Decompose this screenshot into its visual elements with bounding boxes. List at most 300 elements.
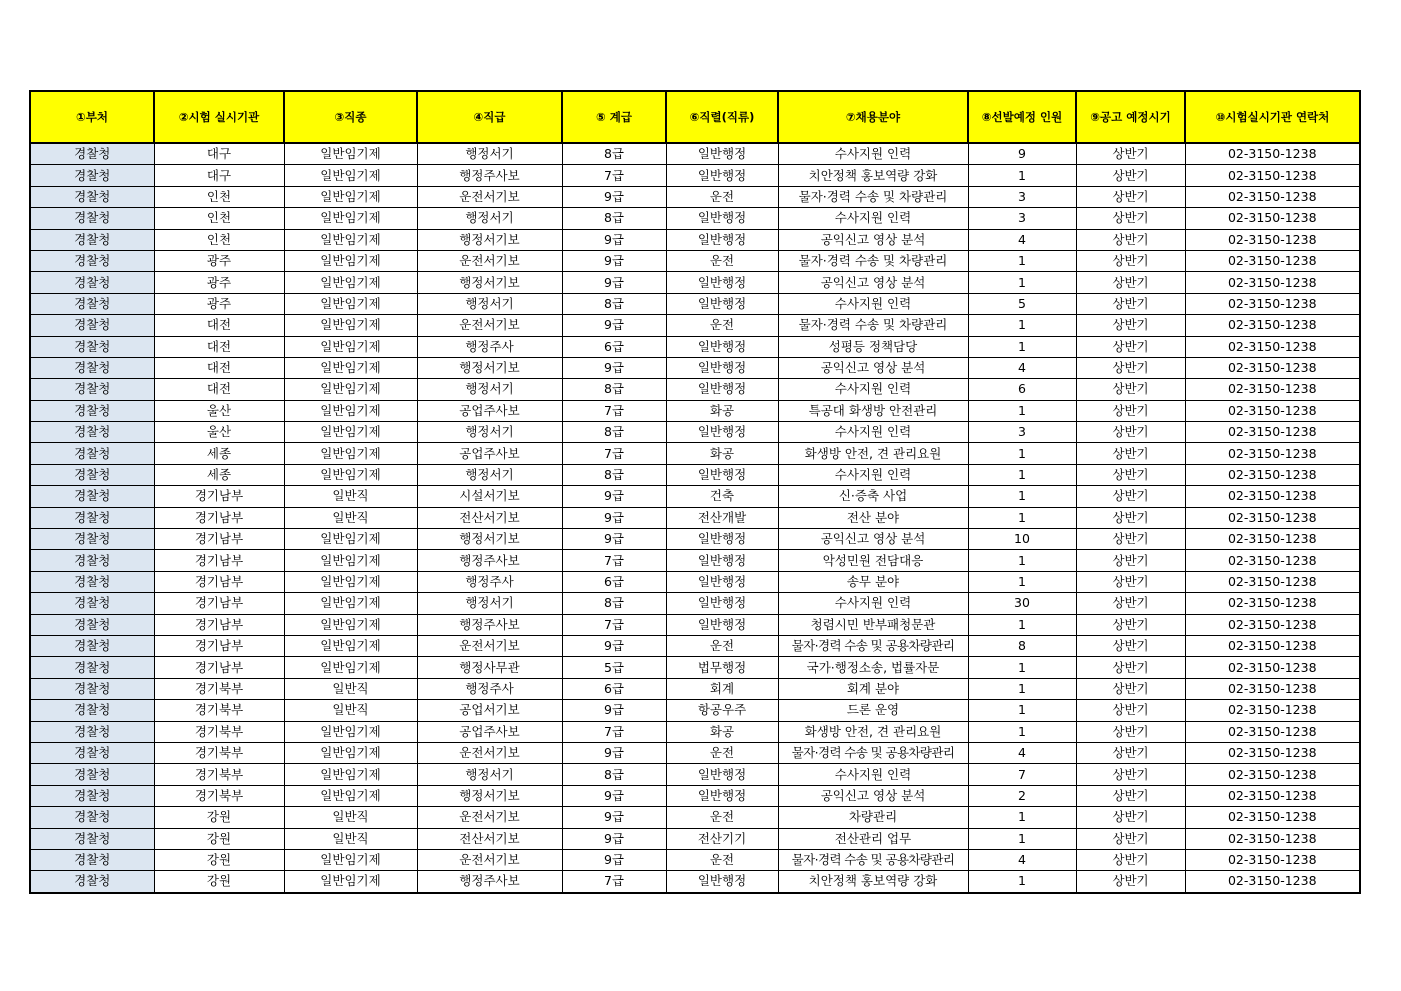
job-series-cell: 일반행정: [666, 571, 778, 592]
announcement-cell: 상반기: [1076, 293, 1185, 314]
headcount-cell: 2: [968, 785, 1076, 806]
job-type-cell: 일반임기제: [284, 550, 417, 571]
job-series-cell: 일반행정: [666, 464, 778, 485]
table-row: [30, 764, 1360, 785]
job-type-cell: 일반임기제: [284, 635, 417, 656]
position-cell: 행정서기: [417, 143, 562, 165]
announcement-cell: 상반기: [1076, 678, 1185, 699]
field-cell: 특공대 화생방 안전관리: [778, 400, 968, 421]
job-type-cell: 일반임기제: [284, 208, 417, 229]
grade-cell: 7급: [562, 400, 666, 421]
headcount-cell: 1: [968, 443, 1076, 464]
field-cell: 물자·경력 수송 및 공용차량관리: [778, 635, 968, 656]
field-cell: 공익신고 영상 분석: [778, 357, 968, 378]
department-cell: 경찰청: [30, 742, 154, 763]
field-cell: 화생방 안전, 견 관리요원: [778, 721, 968, 742]
position-cell: 전산서기보: [417, 507, 562, 528]
field-cell: 수사지원 인력: [778, 208, 968, 229]
exam-agency-cell: 경기북부: [154, 700, 284, 721]
department-cell: 경찰청: [30, 700, 154, 721]
grade-cell: 8급: [562, 143, 666, 165]
field-cell: 공익신고 영상 분석: [778, 785, 968, 806]
grade-cell: 7급: [562, 443, 666, 464]
announcement-cell: 상반기: [1076, 742, 1185, 763]
table-row: [30, 143, 1360, 165]
grade-cell: 9급: [562, 186, 666, 207]
field-cell: 성평등 정책담당: [778, 336, 968, 357]
announcement-cell: 상반기: [1076, 507, 1185, 528]
exam-agency-cell: 세종: [154, 443, 284, 464]
position-cell: 행정서기보: [417, 529, 562, 550]
exam-agency-cell: 강원: [154, 849, 284, 870]
grade-cell: 9급: [562, 357, 666, 378]
announcement-cell: 상반기: [1076, 764, 1185, 785]
field-cell: 회계 분야: [778, 678, 968, 699]
table-row: [30, 828, 1360, 849]
exam-agency-cell: 강원: [154, 807, 284, 828]
department-cell: 경찰청: [30, 678, 154, 699]
announcement-cell: 상반기: [1076, 272, 1185, 293]
table-row: [30, 422, 1360, 443]
grade-cell: 7급: [562, 550, 666, 571]
job-type-cell: 일반임기제: [284, 785, 417, 806]
grade-cell: 6급: [562, 678, 666, 699]
headcount-cell: 1: [968, 400, 1076, 421]
department-cell: 경찰청: [30, 443, 154, 464]
exam-agency-cell: 대전: [154, 315, 284, 336]
department-cell: 경찰청: [30, 272, 154, 293]
headcount-cell: 1: [968, 272, 1076, 293]
department-cell: 경찰청: [30, 657, 154, 678]
job-type-cell: 일반직: [284, 828, 417, 849]
position-cell: 운전서기보: [417, 807, 562, 828]
headcount-cell: 4: [968, 229, 1076, 250]
job-series-cell: 일반행정: [666, 550, 778, 571]
grade-cell: 5급: [562, 657, 666, 678]
contact-cell: 02-3150-1238: [1185, 208, 1360, 229]
contact-cell: 02-3150-1238: [1185, 507, 1360, 528]
field-cell: 물자·경력 수송 및 차량관리: [778, 250, 968, 271]
job-series-cell: 일반행정: [666, 165, 778, 186]
job-type-cell: 일반직: [284, 486, 417, 507]
department-cell: 경찰청: [30, 186, 154, 207]
announcement-cell: 상반기: [1076, 315, 1185, 336]
department-cell: 경찰청: [30, 764, 154, 785]
job-type-cell: 일반직: [284, 507, 417, 528]
job-type-cell: 일반직: [284, 678, 417, 699]
position-cell: 운전서기보: [417, 742, 562, 763]
job-type-cell: 일반임기제: [284, 422, 417, 443]
headcount-cell: 1: [968, 678, 1076, 699]
job-type-cell: 일반임기제: [284, 742, 417, 763]
job-type-cell: 일반임기제: [284, 764, 417, 785]
department-cell: 경찰청: [30, 614, 154, 635]
position-cell: 시설서기보: [417, 486, 562, 507]
headcount-cell: 1: [968, 486, 1076, 507]
job-type-cell: 일반임기제: [284, 849, 417, 870]
job-type-cell: 일반임기제: [284, 229, 417, 250]
field-cell: 물자·경력 수송 및 공용차량관리: [778, 742, 968, 763]
job-series-cell: 일반행정: [666, 871, 778, 893]
exam-agency-cell: 경기남부: [154, 529, 284, 550]
headcount-cell: 30: [968, 593, 1076, 614]
exam-agency-cell: 인천: [154, 229, 284, 250]
grade-cell: 9급: [562, 700, 666, 721]
announcement-cell: 상반기: [1076, 700, 1185, 721]
department-cell: 경찰청: [30, 336, 154, 357]
contact-cell: 02-3150-1238: [1185, 571, 1360, 592]
field-cell: 송무 분야: [778, 571, 968, 592]
announcement-cell: 상반기: [1076, 143, 1185, 165]
exam-agency-cell: 강원: [154, 871, 284, 893]
department-cell: 경찰청: [30, 529, 154, 550]
table-row: [30, 379, 1360, 400]
position-cell: 공업주사보: [417, 443, 562, 464]
grade-cell: 9급: [562, 250, 666, 271]
contact-cell: 02-3150-1238: [1185, 229, 1360, 250]
position-cell: 행정주사보: [417, 550, 562, 571]
table-row: [30, 208, 1360, 229]
exam-agency-cell: 인천: [154, 208, 284, 229]
exam-agency-cell: 대구: [154, 165, 284, 186]
job-series-cell: 일반행정: [666, 272, 778, 293]
position-cell: 운전서기보: [417, 315, 562, 336]
exam-agency-cell: 광주: [154, 250, 284, 271]
table-row: [30, 507, 1360, 528]
headcount-cell: 8: [968, 635, 1076, 656]
headcount-cell: 10: [968, 529, 1076, 550]
headcount-cell: 1: [968, 507, 1076, 528]
contact-cell: 02-3150-1238: [1185, 550, 1360, 571]
header-cell-field: ⑦채용분야: [778, 91, 968, 143]
grade-cell: 8급: [562, 208, 666, 229]
field-cell: 전산관리 업무: [778, 828, 968, 849]
contact-cell: 02-3150-1238: [1185, 700, 1360, 721]
grade-cell: 9급: [562, 486, 666, 507]
header-cell-job-type: ③직종: [284, 91, 417, 143]
position-cell: 행정사무관: [417, 657, 562, 678]
job-series-cell: 운전: [666, 635, 778, 656]
announcement-cell: 상반기: [1076, 400, 1185, 421]
job-type-cell: 일반임기제: [284, 143, 417, 165]
announcement-cell: 상반기: [1076, 357, 1185, 378]
department-cell: 경찰청: [30, 400, 154, 421]
job-type-cell: 일반임기제: [284, 871, 417, 893]
grade-cell: 7급: [562, 614, 666, 635]
table-row: [30, 700, 1360, 721]
table-row: [30, 807, 1360, 828]
header-cell-contact: ⑩시험실시기관 연락처: [1185, 91, 1360, 143]
grade-cell: 9급: [562, 315, 666, 336]
field-cell: 수사지원 인력: [778, 593, 968, 614]
job-type-cell: 일반임기제: [284, 571, 417, 592]
grade-cell: 7급: [562, 871, 666, 893]
position-cell: 운전서기보: [417, 186, 562, 207]
headcount-cell: 1: [968, 165, 1076, 186]
table-row: [30, 614, 1360, 635]
announcement-cell: 상반기: [1076, 849, 1185, 870]
grade-cell: 8급: [562, 764, 666, 785]
headcount-cell: 9: [968, 143, 1076, 165]
headcount-cell: 1: [968, 807, 1076, 828]
exam-agency-cell: 대전: [154, 336, 284, 357]
position-cell: 운전서기보: [417, 250, 562, 271]
grade-cell: 8급: [562, 379, 666, 400]
exam-agency-cell: 광주: [154, 293, 284, 314]
exam-agency-cell: 대전: [154, 357, 284, 378]
contact-cell: 02-3150-1238: [1185, 849, 1360, 870]
table-row: [30, 785, 1360, 806]
position-cell: 행정주사: [417, 678, 562, 699]
job-series-cell: 일반행정: [666, 336, 778, 357]
table-body: [30, 143, 1360, 893]
department-cell: 경찰청: [30, 507, 154, 528]
grade-cell: 9급: [562, 272, 666, 293]
job-series-cell: 일반행정: [666, 229, 778, 250]
field-cell: 치안정책 홍보역량 강화: [778, 871, 968, 893]
table-row: [30, 571, 1360, 592]
headcount-cell: 4: [968, 849, 1076, 870]
exam-agency-cell: 대전: [154, 379, 284, 400]
announcement-cell: 상반기: [1076, 336, 1185, 357]
department-cell: 경찰청: [30, 593, 154, 614]
contact-cell: 02-3150-1238: [1185, 721, 1360, 742]
job-series-cell: 일반행정: [666, 614, 778, 635]
position-cell: 행정서기: [417, 422, 562, 443]
grade-cell: 6급: [562, 571, 666, 592]
department-cell: 경찰청: [30, 229, 154, 250]
exam-agency-cell: 경기남부: [154, 507, 284, 528]
headcount-cell: 3: [968, 422, 1076, 443]
announcement-cell: 상반기: [1076, 571, 1185, 592]
contact-cell: 02-3150-1238: [1185, 529, 1360, 550]
exam-agency-cell: 경기북부: [154, 678, 284, 699]
announcement-cell: 상반기: [1076, 186, 1185, 207]
table-row: [30, 400, 1360, 421]
headcount-cell: 4: [968, 357, 1076, 378]
job-type-cell: 일반임기제: [284, 357, 417, 378]
job-type-cell: 일반임기제: [284, 272, 417, 293]
contact-cell: 02-3150-1238: [1185, 464, 1360, 485]
job-type-cell: 일반임기제: [284, 186, 417, 207]
job-type-cell: 일반임기제: [284, 529, 417, 550]
field-cell: 수사지원 인력: [778, 464, 968, 485]
contact-cell: 02-3150-1238: [1185, 272, 1360, 293]
job-series-cell: 화공: [666, 400, 778, 421]
field-cell: 공익신고 영상 분석: [778, 272, 968, 293]
header-cell-announcement: ⑨공고 예정시기: [1076, 91, 1185, 143]
job-type-cell: 일반임기제: [284, 657, 417, 678]
exam-agency-cell: 경기남부: [154, 635, 284, 656]
job-series-cell: 운전: [666, 849, 778, 870]
contact-cell: 02-3150-1238: [1185, 422, 1360, 443]
contact-cell: 02-3150-1238: [1185, 635, 1360, 656]
position-cell: 운전서기보: [417, 635, 562, 656]
position-cell: 행정주사보: [417, 614, 562, 635]
announcement-cell: 상반기: [1076, 443, 1185, 464]
contact-cell: 02-3150-1238: [1185, 357, 1360, 378]
contact-cell: 02-3150-1238: [1185, 250, 1360, 271]
contact-cell: 02-3150-1238: [1185, 614, 1360, 635]
field-cell: 악성민원 전담대응: [778, 550, 968, 571]
contact-cell: 02-3150-1238: [1185, 785, 1360, 806]
contact-cell: 02-3150-1238: [1185, 293, 1360, 314]
job-type-cell: 일반임기제: [284, 250, 417, 271]
field-cell: 수사지원 인력: [778, 143, 968, 165]
job-series-cell: 항공우주: [666, 700, 778, 721]
exam-agency-cell: 경기남부: [154, 657, 284, 678]
department-cell: 경찰청: [30, 379, 154, 400]
table-row: [30, 250, 1360, 271]
field-cell: 차량관리: [778, 807, 968, 828]
contact-cell: 02-3150-1238: [1185, 165, 1360, 186]
grade-cell: 9급: [562, 785, 666, 806]
department-cell: 경찰청: [30, 315, 154, 336]
grade-cell: 9급: [562, 807, 666, 828]
header-cell-position: ④직급: [417, 91, 562, 143]
exam-agency-cell: 경기북부: [154, 785, 284, 806]
header-cell-department: ①부처: [30, 91, 154, 143]
field-cell: 물자·경력 수송 및 공용차량관리: [778, 849, 968, 870]
headcount-cell: 1: [968, 336, 1076, 357]
exam-agency-cell: 대구: [154, 143, 284, 165]
position-cell: 공업주사보: [417, 721, 562, 742]
headcount-cell: 4: [968, 742, 1076, 763]
position-cell: 행정주사: [417, 571, 562, 592]
position-cell: 행정서기보: [417, 272, 562, 293]
headcount-cell: 1: [968, 700, 1076, 721]
position-cell: 행정주사보: [417, 871, 562, 893]
announcement-cell: 상반기: [1076, 529, 1185, 550]
exam-agency-cell: 울산: [154, 422, 284, 443]
field-cell: 수사지원 인력: [778, 379, 968, 400]
job-type-cell: 일반임기제: [284, 614, 417, 635]
table-row: [30, 293, 1360, 314]
job-series-cell: 운전: [666, 186, 778, 207]
job-series-cell: 화공: [666, 443, 778, 464]
grade-cell: 8급: [562, 464, 666, 485]
position-cell: 행정서기보: [417, 229, 562, 250]
job-series-cell: 회계: [666, 678, 778, 699]
announcement-cell: 상반기: [1076, 229, 1185, 250]
job-type-cell: 일반임기제: [284, 464, 417, 485]
job-series-cell: 일반행정: [666, 529, 778, 550]
exam-agency-cell: 경기남부: [154, 614, 284, 635]
job-series-cell: 일반행정: [666, 143, 778, 165]
header-cell-exam-agency: ②시험 실시기관: [154, 91, 284, 143]
position-cell: 행정서기: [417, 764, 562, 785]
contact-cell: 02-3150-1238: [1185, 400, 1360, 421]
exam-agency-cell: 경기북부: [154, 721, 284, 742]
job-series-cell: 전산기기: [666, 828, 778, 849]
job-series-cell: 일반행정: [666, 293, 778, 314]
announcement-cell: 상반기: [1076, 807, 1185, 828]
grade-cell: 6급: [562, 336, 666, 357]
contact-cell: 02-3150-1238: [1185, 828, 1360, 849]
contact-cell: 02-3150-1238: [1185, 593, 1360, 614]
position-cell: 행정서기보: [417, 785, 562, 806]
table-row: [30, 443, 1360, 464]
position-cell: 공업서기보: [417, 700, 562, 721]
job-type-cell: 일반임기제: [284, 293, 417, 314]
department-cell: 경찰청: [30, 721, 154, 742]
exam-agency-cell: 광주: [154, 272, 284, 293]
field-cell: 수사지원 인력: [778, 764, 968, 785]
table-row: [30, 357, 1360, 378]
header-cell-grade: ⑤ 계급: [562, 91, 666, 143]
header-cell-job-series: ⑥직렬(직류): [666, 91, 778, 143]
announcement-cell: 상반기: [1076, 208, 1185, 229]
headcount-cell: 1: [968, 315, 1076, 336]
department-cell: 경찰청: [30, 486, 154, 507]
field-cell: 국가·행정소송, 법률자문: [778, 657, 968, 678]
job-type-cell: 일반임기제: [284, 336, 417, 357]
headcount-cell: 3: [968, 186, 1076, 207]
job-type-cell: 일반임기제: [284, 443, 417, 464]
field-cell: 치안정책 홍보역량 강화: [778, 165, 968, 186]
table-row: [30, 272, 1360, 293]
headcount-cell: 1: [968, 657, 1076, 678]
job-series-cell: 법무행정: [666, 657, 778, 678]
position-cell: 전산서기보: [417, 828, 562, 849]
recruitment-table: [29, 90, 1361, 894]
exam-agency-cell: 울산: [154, 400, 284, 421]
announcement-cell: 상반기: [1076, 657, 1185, 678]
field-cell: 신·증축 사업: [778, 486, 968, 507]
department-cell: 경찰청: [30, 785, 154, 806]
job-series-cell: 일반행정: [666, 422, 778, 443]
department-cell: 경찰청: [30, 807, 154, 828]
field-cell: 물자·경력 수송 및 차량관리: [778, 315, 968, 336]
exam-agency-cell: 강원: [154, 828, 284, 849]
grade-cell: 8급: [562, 593, 666, 614]
department-cell: 경찰청: [30, 357, 154, 378]
headcount-cell: 3: [968, 208, 1076, 229]
job-series-cell: 일반행정: [666, 208, 778, 229]
department-cell: 경찰청: [30, 165, 154, 186]
department-cell: 경찰청: [30, 143, 154, 165]
exam-agency-cell: 인천: [154, 186, 284, 207]
field-cell: 청렴시민 반부패청문관: [778, 614, 968, 635]
announcement-cell: 상반기: [1076, 593, 1185, 614]
announcement-cell: 상반기: [1076, 635, 1185, 656]
job-type-cell: 일반직: [284, 807, 417, 828]
headcount-cell: 7: [968, 764, 1076, 785]
exam-agency-cell: 경기남부: [154, 486, 284, 507]
job-series-cell: 일반행정: [666, 357, 778, 378]
job-type-cell: 일반임기제: [284, 165, 417, 186]
position-cell: 행정서기: [417, 464, 562, 485]
header-row: [30, 91, 1360, 143]
job-series-cell: 운전: [666, 742, 778, 763]
contact-cell: 02-3150-1238: [1185, 807, 1360, 828]
table-row: [30, 186, 1360, 207]
exam-agency-cell: 세종: [154, 464, 284, 485]
job-series-cell: 운전: [666, 315, 778, 336]
department-cell: 경찰청: [30, 849, 154, 870]
announcement-cell: 상반기: [1076, 828, 1185, 849]
department-cell: 경찰청: [30, 571, 154, 592]
department-cell: 경찰청: [30, 250, 154, 271]
headcount-cell: 1: [968, 250, 1076, 271]
contact-cell: 02-3150-1238: [1185, 871, 1360, 893]
announcement-cell: 상반기: [1076, 614, 1185, 635]
department-cell: 경찰청: [30, 871, 154, 893]
announcement-cell: 상반기: [1076, 464, 1185, 485]
position-cell: 행정주사보: [417, 165, 562, 186]
field-cell: 공익신고 영상 분석: [778, 229, 968, 250]
headcount-cell: 1: [968, 550, 1076, 571]
